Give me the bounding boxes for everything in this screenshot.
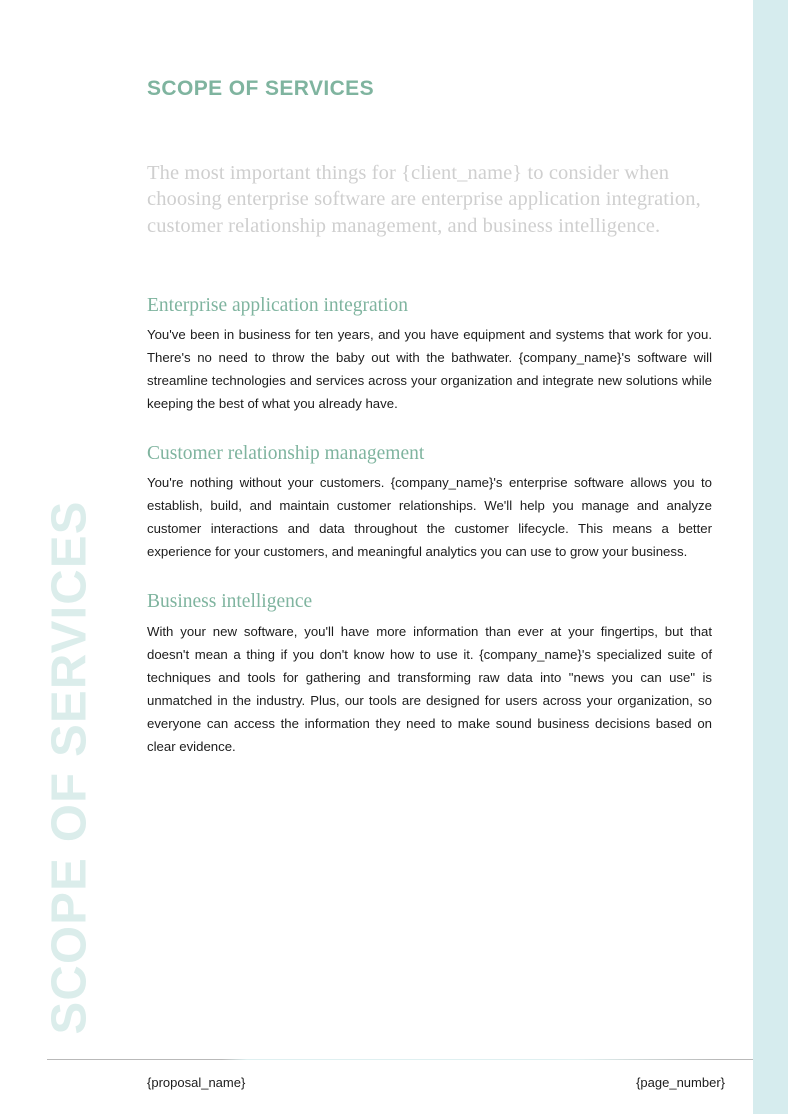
footer-page-number: {page_number} — [636, 1075, 725, 1090]
section-enterprise-application-integration — [147, 293, 712, 416]
intro-paragraph: The most important things for {client_name} to consider when choosing enterprise software are enterprise application integration, customer relationship management, and business intelligence. — [147, 162, 701, 237]
section-business-intelligence — [147, 589, 712, 758]
section-body: You've been in business for ten years, and you have equipment and systems that work for you. There's no need to throw the baby out with the bathwater. {company_name}'s software will streamline technologies and services across your organization and integrate new solutions while keeping the best of what you already have. — [147, 327, 712, 412]
footer-divider — [47, 1059, 753, 1060]
right-edge-accent-stripe — [753, 0, 788, 1114]
section-body: You're nothing without your customers. {company_name}'s enterprise software allows you to establish, build, and maintain customer relationships. We'll help you manage and analyze customer interactions and data throughout the customer lifecycle. This means a better experience for your customers, and meaningful analytics you can use to grow your business. — [147, 475, 712, 560]
page-title: SCOPE OF SERVICES — [147, 77, 374, 100]
vertical-side-title — [0, 500, 110, 1040]
section-customer-relationship-management — [147, 441, 712, 564]
footer-proposal-name: {proposal_name} — [147, 1075, 246, 1090]
section-heading: Business intelligence — [147, 591, 313, 613]
section-heading: Enterprise application integration — [147, 294, 408, 316]
vertical-side-title-text: SCOPE OF SERVICES — [42, 500, 97, 1035]
page-footer — [147, 1075, 725, 1090]
section-body: With your new software, you'll have more information than ever at your fingertips, but that doesn't mean a thing if you don't know how to use it. {company_name}'s specialized suite of techniques and tools for gathering and transforming raw data into "news you can use" is unmatched in the industry. Plus, our tools are designed for users across your organization, so everyone can access the information they need to make sound business decisions based on clear evidence. — [147, 623, 712, 754]
section-heading: Customer relationship management — [147, 443, 425, 465]
main-content — [147, 0, 712, 758]
